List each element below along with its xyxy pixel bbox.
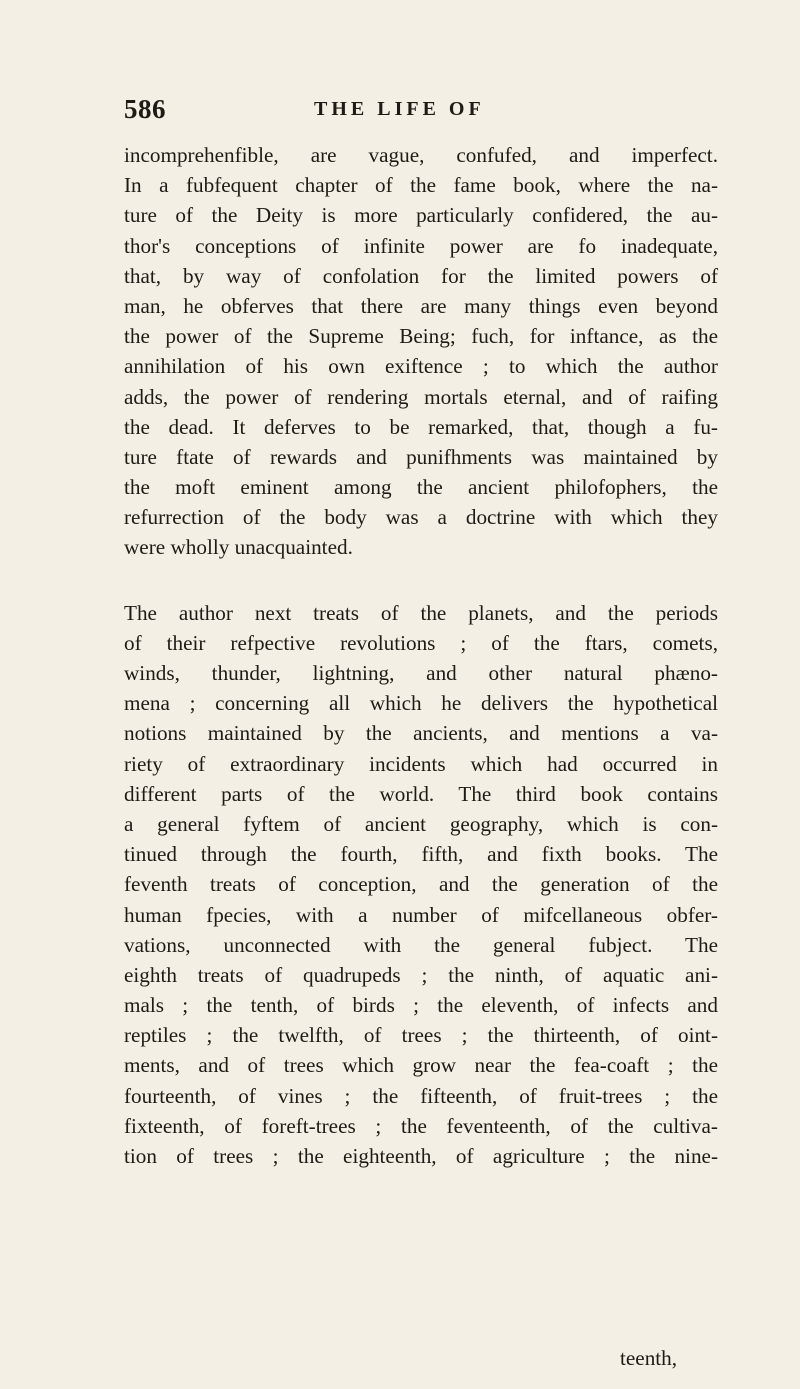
text-line: The author next treats of the planets, and the periods — [124, 600, 718, 625]
text-line: fixteenth, of foreft-trees ; the feventeenth, of the cultiva- — [124, 1113, 718, 1138]
text-line: adds, the power of rendering mortals eternal, and of raifing — [124, 384, 718, 409]
text-line: annihilation of his own exiftence ; to which the author — [124, 354, 718, 379]
text-line: feventh treats of conception, and the generation of the — [124, 872, 718, 897]
text-line: a general fyftem of ancient geography, which is con- — [124, 811, 718, 836]
text-line: were wholly unacquainted. — [124, 535, 353, 560]
text-line: eighth treats of quadrupeds ; the ninth, of aquatic ani- — [124, 962, 718, 987]
text-line: the dead. It deferves to be remarked, that, though a fu- — [124, 414, 718, 439]
text-line: mena ; concerning all which he delivers the hypothetical — [124, 691, 718, 716]
text-line: mals ; the tenth, of birds ; the eleventh, of infects and — [124, 993, 718, 1018]
text-line: refurrection of the body was a doctrine with which they — [124, 505, 718, 530]
text-line: man, he obferves that there are many things even beyond — [124, 293, 718, 318]
text-line: reptiles ; the twelfth, of trees ; the thirteenth, of oint- — [124, 1023, 718, 1048]
text-line: ture ftate of rewards and punifhments was maintained by — [124, 444, 718, 469]
body-text — [124, 140, 718, 1171]
paragraph-2 — [124, 598, 718, 1172]
text-line: winds, thunder, lightning, and other natural phæno- — [124, 661, 718, 685]
text-line: ture of the Deity is more particularly confidered, the au- — [124, 203, 718, 228]
text-line: of their refpective revolutions ; of the ftars, comets, — [124, 630, 718, 655]
text-line: In a fubfequent chapter of the fame book, where the na- — [124, 173, 718, 198]
text-line: thor's conceptions of infinite power are fo inadequate, — [124, 233, 718, 258]
text-line: vations, unconnected with the general fubject. The — [124, 932, 718, 957]
text-line: riety of extraordinary incidents which had occurred in — [124, 751, 718, 776]
text-line: different parts of the world. The third book contains — [124, 781, 718, 806]
paragraph-1 — [124, 140, 718, 563]
text-line: tion of trees ; the eighteenth, of agriculture ; the nine- — [124, 1144, 718, 1168]
text-line: that, by way of confolation for the limited powers of — [124, 263, 718, 288]
text-line: notions maintained by the ancients, and mentions a va- — [124, 721, 718, 746]
paragraph-gap — [124, 563, 718, 598]
page-number: 586 — [124, 94, 166, 124]
text-line: the moft eminent among the ancient philofophers, the — [124, 475, 718, 500]
text-line: ments, and of trees which grow near the fea-coaft ; the — [124, 1053, 718, 1078]
catchword: teenth, — [620, 1346, 678, 1370]
running-title: THE LIFE OF — [314, 98, 485, 120]
text-line: tinued through the fourth, fifth, and fixth books. The — [124, 842, 718, 867]
running-head — [124, 94, 724, 128]
text-line: the power of the Supreme Being; fuch, for inftance, as the — [124, 324, 718, 349]
text-line: incomprehenfible, are vague, confufed, and imperfect. — [124, 143, 718, 167]
text-line: human fpecies, with a number of mifcellaneous obfer- — [124, 902, 718, 927]
text-line: fourteenth, of vines ; the fifteenth, of fruit-trees ; the — [124, 1083, 718, 1108]
